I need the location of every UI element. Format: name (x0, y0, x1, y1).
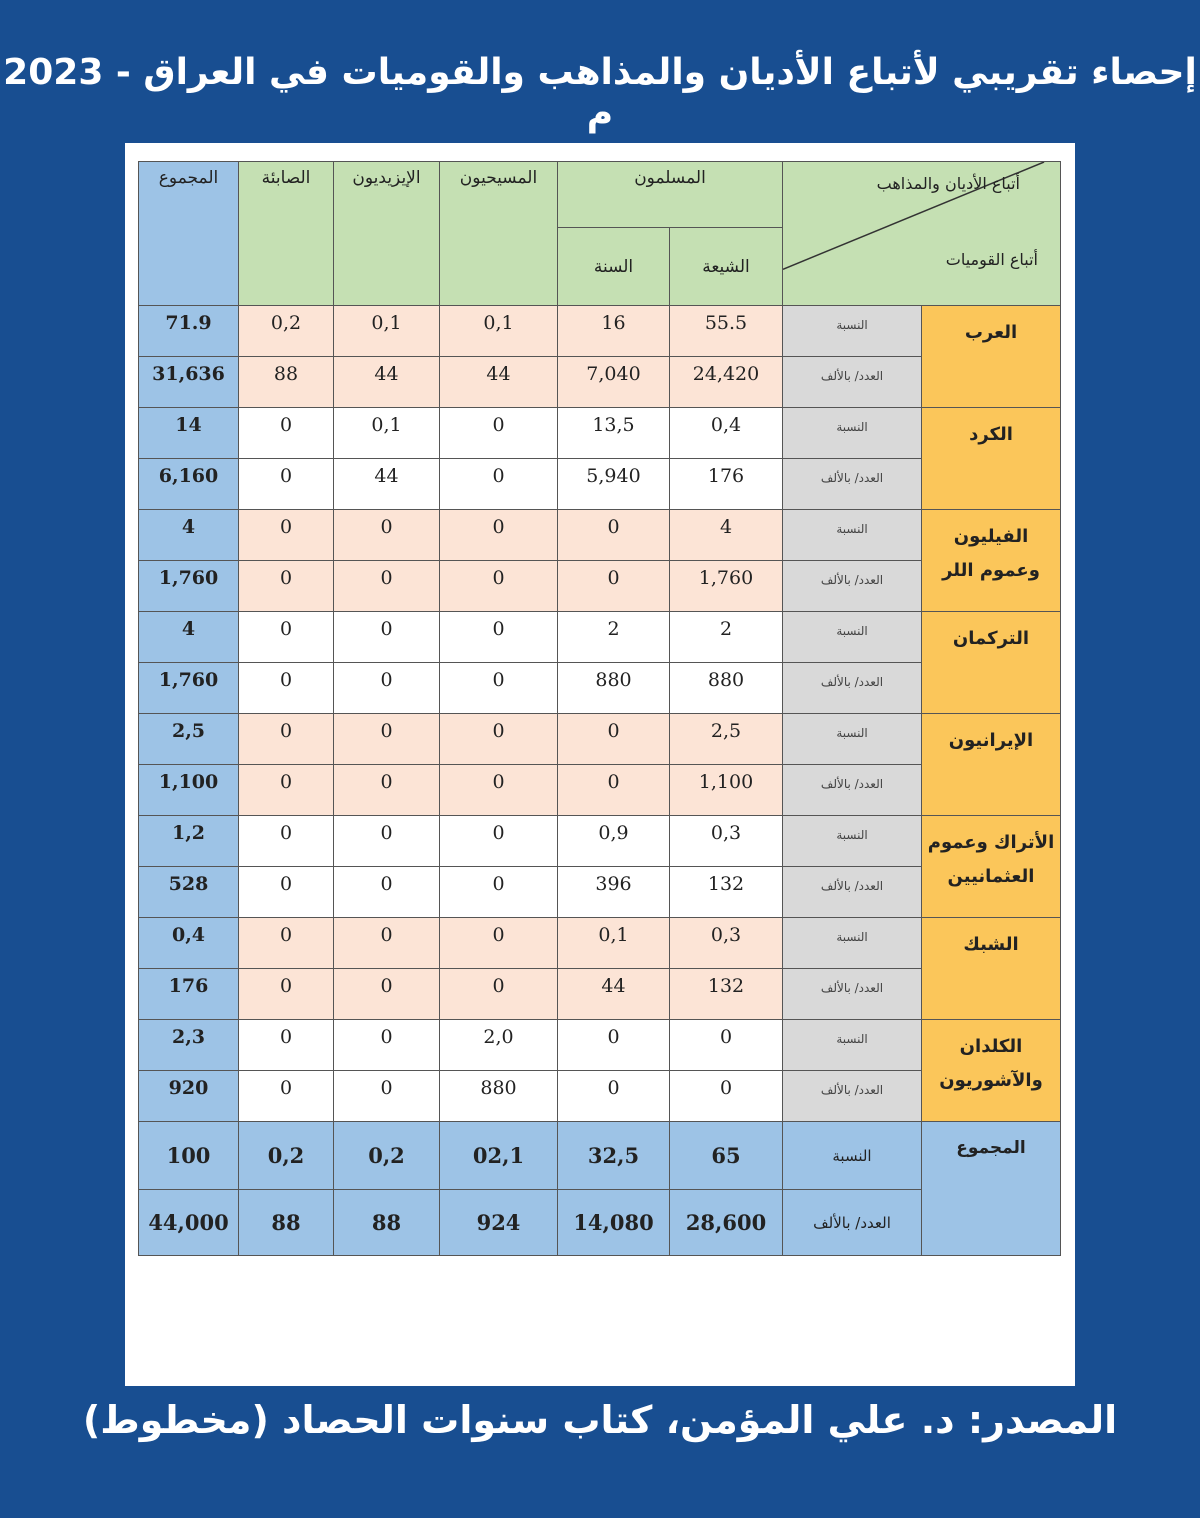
value-cell: 0,3 (670, 918, 783, 969)
count-label: العدد/ بالألف (783, 1190, 922, 1256)
value-cell: 0 (239, 459, 334, 510)
count-label: العدد/ بالألف (783, 561, 922, 612)
table-row (139, 816, 1061, 867)
value-cell: 0 (558, 1020, 670, 1071)
value-cell: 44 (334, 357, 440, 408)
row-total-cell: 6,160 (139, 459, 239, 510)
count-label: العدد/ بالألف (783, 663, 922, 714)
table-panel (125, 143, 1075, 1386)
value-cell: 0 (558, 714, 670, 765)
row-total-cell: 4 (139, 510, 239, 561)
grand-total-cell: 0,2 (239, 1122, 334, 1190)
value-cell: 0 (440, 510, 558, 561)
value-cell: 176 (670, 459, 783, 510)
row-total-cell: 31,636 (139, 357, 239, 408)
row-total-cell: 0,4 (139, 918, 239, 969)
value-cell: 0 (558, 1071, 670, 1122)
value-cell: 0 (440, 714, 558, 765)
value-cell: 0,1 (558, 918, 670, 969)
row-total-cell: 1,760 (139, 663, 239, 714)
grand-total-cell: 924 (440, 1190, 558, 1256)
nationality-cell: الشبك (922, 918, 1061, 1020)
row-total-cell: 920 (139, 1071, 239, 1122)
source-citation: المصدر: د. علي المؤمن، كتاب سنوات الحصاد (مخطوط) (82, 1398, 1118, 1442)
value-cell: 0 (440, 663, 558, 714)
value-cell: 0 (440, 408, 558, 459)
grand-total-cell: 88 (239, 1190, 334, 1256)
nationality-cell: الفيليون وعموم اللر (922, 510, 1061, 612)
grand-total-cell: 32,5 (558, 1122, 670, 1190)
count-label: العدد/ بالألف (783, 969, 922, 1020)
value-cell: 0 (239, 408, 334, 459)
page-title: إحصاء تقريبي لأتباع الأديان والمذاهب والقوميات في العراق - 2023 م (3, 52, 1197, 134)
percent-label: النسبة (783, 918, 922, 969)
value-cell: 0 (239, 714, 334, 765)
corner-religions-label: أتباع الأديان والمذاهب (876, 174, 1020, 193)
percent-label: النسبة (783, 306, 922, 357)
table-row (139, 612, 1061, 663)
grand-total-cell: 88 (334, 1190, 440, 1256)
value-cell: 0 (334, 969, 440, 1020)
count-label: العدد/ بالألف (783, 867, 922, 918)
percent-label: النسبة (783, 714, 922, 765)
header-total: المجموع (139, 162, 239, 306)
value-cell: 0 (239, 816, 334, 867)
percent-label: النسبة (783, 1020, 922, 1071)
value-cell: 0 (239, 510, 334, 561)
value-cell: 88 (239, 357, 334, 408)
value-cell: 0,1 (440, 306, 558, 357)
value-cell: 0,4 (670, 408, 783, 459)
value-cell: 7,040 (558, 357, 670, 408)
value-cell: 24,420 (670, 357, 783, 408)
count-label: العدد/ بالألف (783, 765, 922, 816)
value-cell: 0 (239, 765, 334, 816)
value-cell: 0 (239, 1071, 334, 1122)
value-cell: 4 (670, 510, 783, 561)
value-cell: 0 (440, 612, 558, 663)
value-cell: 0 (558, 561, 670, 612)
totals-label-cell: المجموع (922, 1122, 1061, 1256)
value-cell: 0,1 (334, 408, 440, 459)
value-cell: 1,100 (670, 765, 783, 816)
value-cell: 2 (670, 612, 783, 663)
value-cell: 0 (558, 510, 670, 561)
corner-nationalities-label: أتباع القوميات (945, 250, 1038, 269)
grand-total-cell: 44,000 (139, 1190, 239, 1256)
percent-label: النسبة (783, 612, 922, 663)
header-yazidis: الإيزيديون (334, 162, 440, 306)
value-cell: 0 (334, 561, 440, 612)
count-label: العدد/ بالألف (783, 357, 922, 408)
nationality-cell: الإيرانيون (922, 714, 1061, 816)
value-cell: 13,5 (558, 408, 670, 459)
nationality-cell: العرب (922, 306, 1061, 408)
value-cell: 0 (440, 561, 558, 612)
value-cell: 0 (239, 918, 334, 969)
value-cell: 132 (670, 867, 783, 918)
value-cell: 0 (334, 1071, 440, 1122)
value-cell: 44 (440, 357, 558, 408)
row-total-cell: 528 (139, 867, 239, 918)
table-row (139, 408, 1061, 459)
percent-label: النسبة (783, 408, 922, 459)
nationality-cell: الكلدان والآشوريون (922, 1020, 1061, 1122)
value-cell: 0 (334, 1020, 440, 1071)
value-cell: 0 (239, 1020, 334, 1071)
grand-total-cell: 100 (139, 1122, 239, 1190)
value-cell: 16 (558, 306, 670, 357)
value-cell: 0 (670, 1071, 783, 1122)
value-cell: 2,0 (440, 1020, 558, 1071)
value-cell: 396 (558, 867, 670, 918)
value-cell: 0 (440, 867, 558, 918)
value-cell: 0 (239, 867, 334, 918)
header-shia: الشيعة (670, 228, 783, 306)
value-cell: 0 (440, 765, 558, 816)
table-body (139, 306, 1061, 1256)
value-cell: 0 (334, 918, 440, 969)
value-cell: 880 (558, 663, 670, 714)
value-cell: 0,2 (239, 306, 334, 357)
value-cell: 44 (558, 969, 670, 1020)
row-total-cell: 14 (139, 408, 239, 459)
row-total-cell: 2,3 (139, 1020, 239, 1071)
row-total-cell: 1,2 (139, 816, 239, 867)
grand-total-cell: 0,2 (334, 1122, 440, 1190)
count-label: العدد/ بالألف (783, 459, 922, 510)
value-cell: 0 (334, 612, 440, 663)
value-cell: 0,3 (670, 816, 783, 867)
value-cell: 0,1 (334, 306, 440, 357)
corner-header-cell (783, 162, 1061, 306)
percent-label: النسبة (783, 816, 922, 867)
header-sunni: السنة (558, 228, 670, 306)
value-cell: 0 (440, 969, 558, 1020)
value-cell: 0 (334, 510, 440, 561)
grand-total-cell: 02,1 (440, 1122, 558, 1190)
value-cell: 0 (670, 1020, 783, 1071)
nationality-cell: الكرد (922, 408, 1061, 510)
value-cell: 0 (334, 867, 440, 918)
table-row (139, 306, 1061, 357)
grand-total-cell: 28,600 (670, 1190, 783, 1256)
percent-label: النسبة (783, 510, 922, 561)
value-cell: 0 (334, 663, 440, 714)
value-cell: 0 (440, 816, 558, 867)
value-cell: 0 (239, 663, 334, 714)
value-cell: 132 (670, 969, 783, 1020)
header-muslims: المسلمون (558, 162, 783, 228)
header-sabians: الصابئة (239, 162, 334, 306)
row-total-cell: 4 (139, 612, 239, 663)
grand-total-cell: 65 (670, 1122, 783, 1190)
table-row (139, 510, 1061, 561)
table-row (139, 1020, 1061, 1071)
count-label: العدد/ بالألف (783, 1071, 922, 1122)
value-cell: 5,940 (558, 459, 670, 510)
value-cell: 0 (334, 816, 440, 867)
value-cell: 44 (334, 459, 440, 510)
value-cell: 0 (239, 561, 334, 612)
row-total-cell: 1,760 (139, 561, 239, 612)
value-cell: 1,760 (670, 561, 783, 612)
value-cell: 880 (670, 663, 783, 714)
row-total-cell: 1,100 (139, 765, 239, 816)
nationality-cell: الأتراك وعموم العثمانيين (922, 816, 1061, 918)
value-cell: 0 (334, 714, 440, 765)
value-cell: 0 (239, 612, 334, 663)
header-christians: المسيحيون (440, 162, 558, 306)
table-row (139, 714, 1061, 765)
value-cell: 0 (440, 918, 558, 969)
row-total-cell: 2,5 (139, 714, 239, 765)
value-cell: 2,5 (670, 714, 783, 765)
value-cell: 0 (239, 969, 334, 1020)
value-cell: 0,9 (558, 816, 670, 867)
statistics-table (138, 161, 1061, 1256)
value-cell: 880 (440, 1071, 558, 1122)
row-total-cell: 71.9 (139, 306, 239, 357)
value-cell: 2 (558, 612, 670, 663)
percent-label: النسبة (783, 1122, 922, 1190)
value-cell: 55.5 (670, 306, 783, 357)
nationality-cell: التركمان (922, 612, 1061, 714)
value-cell: 0 (334, 765, 440, 816)
table-row (139, 918, 1061, 969)
value-cell: 0 (558, 765, 670, 816)
value-cell: 0 (440, 459, 558, 510)
row-total-cell: 176 (139, 969, 239, 1020)
totals-row (139, 1122, 1061, 1190)
grand-total-cell: 14,080 (558, 1190, 670, 1256)
